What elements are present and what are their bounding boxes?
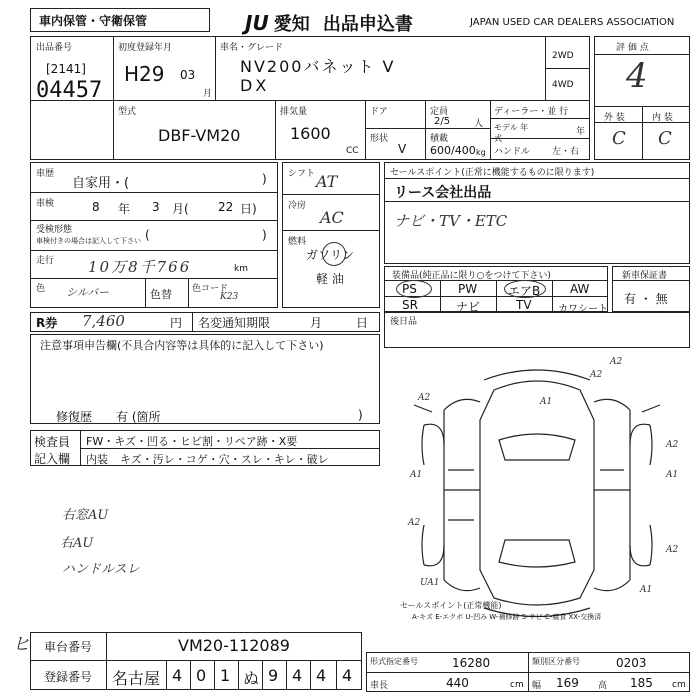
length-label: 車長 [370, 681, 389, 691]
history-label: 車歴 [36, 169, 55, 179]
color-code-value: K23 [220, 292, 239, 302]
color-label: 色 [36, 284, 46, 294]
shift-label: シフト [288, 169, 316, 179]
vehicle-name: NV200バネット V [240, 57, 396, 76]
diagram-caption: セールスポイント(正常機能) [400, 601, 502, 610]
width-value: 169 [556, 676, 579, 690]
recv-label: 受検形態 [36, 225, 73, 235]
mileage-value: 10万8千766 [88, 258, 192, 276]
warranty-value: 有 ・ 無 [624, 292, 668, 306]
height-label: 高 [598, 681, 608, 691]
load-label: 積載 [430, 134, 449, 144]
notes-label: 注意事項申告欄(不具合内容等は具体的に記入して下さい) [40, 339, 324, 352]
drive-4wd: 4WD [552, 80, 574, 90]
fuel-gasoline: ガソリン [306, 248, 355, 262]
notice-day: 日 [356, 316, 369, 330]
diagram-mark-a2-right1: A2 [666, 440, 679, 450]
diagram-mark-a2-left: A2 [418, 393, 431, 403]
equip-airbag-circle [504, 280, 546, 298]
ac-label: 冷房 [288, 201, 307, 211]
store-box [30, 8, 210, 32]
mileage-unit: km [234, 264, 248, 274]
dealer-label: ディーラー・並 行 [494, 107, 569, 117]
registration-month: 03 [180, 68, 196, 82]
length-value: 440 [446, 676, 469, 690]
later-box [384, 312, 690, 348]
reg-digit-6: 4 [292, 666, 303, 685]
grade-score: 4 [626, 56, 648, 96]
inspector-label1: 検査員 [34, 435, 71, 449]
inspector-row1: FW・キズ・凹る・ヒビ割・リペア跡・X要 [86, 435, 298, 448]
capacity-label: 定員 [430, 107, 449, 117]
reg-digit-2: 0 [196, 666, 207, 685]
shaken-year: 8 [92, 200, 100, 214]
hand-note-3: ハンドルスレ [62, 562, 140, 577]
fuel-diesel: 軽 油 [316, 272, 344, 286]
registration-month-unit: 月 [203, 89, 213, 99]
repair-close: ) [358, 408, 363, 422]
sales-lease: リース会社出品 [394, 185, 492, 201]
recycle-amount: 7,460 [82, 312, 125, 330]
model-value: DBF-VM20 [158, 126, 241, 145]
chassis-value: VM20-112089 [178, 636, 290, 655]
cc-label: CC [346, 146, 359, 156]
recolor-label: 色替 [150, 288, 172, 301]
equipment-label: 装備品(純正品に限り○をつけて下さい) [392, 271, 551, 281]
length-unit: cm [510, 680, 524, 690]
load-value: 600/400 [430, 144, 476, 157]
hand-note-1: 右窓AU [62, 508, 109, 523]
shaken-day-unit: 日) [240, 202, 257, 216]
reg-digit-3: 1 [220, 666, 231, 685]
history-close: ) [262, 172, 267, 186]
handle-label: ハンドル [494, 147, 531, 157]
class-label: 類別区分番号 [532, 657, 580, 666]
left-margin-mark: ヒ [12, 634, 30, 655]
diagram-mark-a2-top: A2 [610, 357, 623, 367]
drive-2wd: 2WD [552, 51, 574, 61]
recv-note: 車検付きの場合は記入して下さい [36, 237, 141, 245]
diagram-mark-a1-roof: A1 [540, 397, 553, 407]
equip-aw: AW [570, 282, 590, 296]
registration-label: 初度登録年月 [118, 43, 173, 53]
sales-label: セールスポイント(正常に機能するものに限ります) [390, 168, 595, 178]
equip-pw: PW [458, 282, 478, 296]
recv-close: ) [262, 228, 267, 242]
diagram-mark-a1-left: A1 [410, 470, 423, 480]
diagram-mark-a2-left2: A2 [408, 518, 421, 528]
equip-sr: SR [402, 298, 418, 312]
inspector-row2: キズ・汚レ・コゲ・穴・スレ・キレ・破レ [120, 453, 329, 466]
ac-value: AC [320, 208, 344, 227]
repair-label: 修復歴 [56, 410, 93, 424]
recycle-label: R券 [36, 316, 58, 330]
door-label: ドア [370, 107, 388, 117]
equip-airbag: エアB [508, 284, 541, 298]
history-value: 自家用・( [72, 176, 130, 191]
repair-value: 有 (箇所 [116, 410, 161, 424]
shape-label: 形状 [370, 134, 389, 144]
grade-label: 評 価 点 [616, 43, 649, 53]
reg-digit-1: 4 [172, 666, 183, 685]
equip-tv: TV [516, 298, 532, 312]
reg-area: 名古屋 [112, 669, 161, 688]
warranty-label: 新車保証書 [622, 271, 668, 281]
lot-bracket: [2141] [46, 62, 86, 76]
lot-number: 04457 [36, 78, 103, 103]
load-unit: kg [476, 148, 486, 157]
type-value: 16280 [452, 656, 491, 670]
shaken-month-unit: 月( [172, 202, 189, 216]
inspector-row2-label: 内装 [86, 453, 108, 466]
store-box-text: 車内保管・守衛保管 [39, 14, 148, 28]
shift-value: AT [316, 172, 338, 191]
fuel-circle [322, 242, 346, 266]
equip-ps-circle [396, 280, 432, 298]
lot-label: 出品番号 [36, 43, 73, 53]
reg-digit-5: 9 [268, 666, 279, 685]
shaken-day: 22 [218, 200, 234, 214]
exterior-label: 外 装 [604, 113, 625, 123]
diagram-mark-a1-rear: A1 [640, 585, 653, 595]
recycle-yen: 円 [170, 316, 183, 330]
year-unit: 年 [576, 127, 586, 137]
capacity-value: 2/5 [434, 116, 451, 127]
ju-logo: JU [245, 11, 269, 35]
shape-value: V [398, 142, 407, 156]
fuel-label: 燃料 [288, 237, 307, 247]
reg-label: 登録番号 [44, 670, 93, 684]
diagram-mark-a2-right2: A2 [666, 545, 679, 555]
exterior-grade: C [612, 128, 626, 149]
diagram-mark-ua1: UA1 [420, 578, 440, 588]
capacity-unit: 人 [474, 119, 484, 129]
shaken-label: 車検 [36, 199, 55, 209]
diagram-mark-a1-right: A1 [666, 470, 679, 480]
equip-ps: PS [402, 282, 417, 296]
hand-note-2: 右AU [60, 536, 94, 551]
color-value: シルバー [66, 286, 109, 299]
model-label: 型式 [118, 107, 137, 117]
header-title: 出品申込書 [322, 14, 413, 35]
registration-year: H29 [124, 62, 165, 86]
vehicle-grade: DX [240, 76, 270, 95]
inspector-label2: 記入欄 [34, 452, 71, 466]
reg-digit-4: ぬ [243, 669, 260, 688]
handle-value: 左・右 [552, 147, 580, 157]
chassis-label: 車台番号 [44, 640, 93, 654]
diagram-mark-a2-top2: A2 [590, 370, 603, 380]
width-label: 幅 [532, 681, 542, 691]
equip-kawa: カワシート [558, 304, 608, 315]
equip-navi: ナビ [456, 300, 481, 314]
header-region: 愛知 [273, 14, 310, 35]
shaken-year-unit: 年 [118, 202, 131, 216]
height-unit: cm [672, 680, 686, 690]
model-year-label: モデル 年式 [494, 123, 529, 143]
notice-month: 月 [310, 316, 323, 330]
interior-label: 内 装 [652, 113, 673, 123]
shaken-month: 3 [152, 200, 160, 214]
header-subtitle: JAPAN USED CAR DEALERS ASSOCIATION [470, 17, 675, 28]
displacement-value: 1600 [290, 124, 331, 143]
height-value: 185 [630, 676, 653, 690]
header-logo [245, 10, 413, 36]
mileage-label: 走行 [36, 256, 55, 266]
sales-note: ナビ・TV・ETC [394, 212, 508, 230]
displacement-label: 排気量 [280, 107, 308, 117]
recv-open: ( [145, 228, 150, 242]
reg-digit-8: 4 [342, 666, 353, 685]
notice-label: 名変通知期限 [198, 316, 271, 330]
vehicle-name-label: 車名・グレード [220, 43, 284, 53]
color-code-label: 色コード [192, 284, 229, 294]
reg-digit-7: 4 [316, 666, 327, 685]
interior-grade: C [658, 128, 672, 149]
class-value: 0203 [616, 656, 647, 670]
diagram-legend: A-キズ E-エクボ U-凹み W-補修跡 S-サビ C-腐食 XX-交換済 [412, 613, 602, 621]
later-label: 後日品 [390, 317, 418, 327]
type-label: 形式指定番号 [370, 657, 418, 666]
